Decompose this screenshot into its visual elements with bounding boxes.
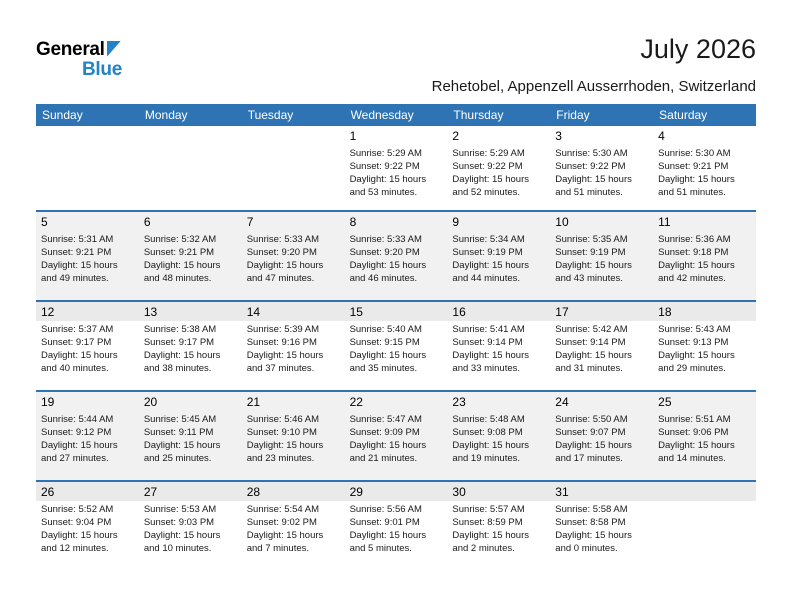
sunset-text: Sunset: 9:20 PM [349, 247, 420, 258]
day-sun-info [41, 323, 136, 375]
sunset-text: Sunset: 9:19 PM [555, 247, 626, 258]
day-sun-info [144, 323, 239, 375]
day-sun-info [41, 413, 136, 465]
sunset-text: Sunset: 9:17 PM [143, 337, 215, 348]
sunrise-text: Sunrise: 5:58 AM [555, 504, 628, 515]
day-cell-11 [653, 212, 756, 300]
day-cell-29 [345, 482, 448, 570]
sunrise-text: Sunrise: 5:48 AM [452, 414, 525, 425]
day-number: 25 [658, 395, 672, 409]
weekday-header-monday: Monday [144, 108, 188, 122]
day-cell-13 [139, 302, 242, 390]
week-row-5 [36, 480, 756, 570]
day-sun-info [350, 233, 445, 285]
week-rows-container [36, 126, 756, 570]
day-cell-15 [345, 302, 448, 390]
sunrise-text: Sunrise: 5:31 AM [41, 234, 114, 245]
sunset-text: Sunset: 9:18 PM [658, 247, 729, 258]
sunset-text: Sunset: 9:22 PM [349, 161, 420, 172]
day-cell-5 [36, 212, 139, 300]
sunrise-text: Sunrise: 5:50 AM [555, 414, 628, 425]
day-sun-info [41, 233, 136, 285]
daylight-text: Daylight: 15 hours and 17 minutes. [555, 440, 632, 464]
empty-day-cell [139, 126, 242, 210]
day-cell-12 [36, 302, 139, 390]
day-cell-22 [345, 392, 448, 480]
day-sun-info [452, 413, 547, 465]
day-cell-16 [447, 302, 550, 390]
sunrise-text: Sunrise: 5:40 AM [349, 324, 422, 335]
sunrise-text: Sunrise: 5:30 AM [555, 148, 628, 159]
daylight-text: Daylight: 15 hours and 47 minutes. [246, 260, 324, 284]
sunset-text: Sunset: 9:15 PM [349, 337, 420, 348]
logo-triangle-icon [107, 41, 121, 57]
day-number: 10 [555, 215, 569, 229]
day-cell-31 [550, 482, 653, 570]
day-number: 31 [555, 485, 569, 499]
day-sun-info [350, 503, 445, 555]
weekday-header-row [36, 104, 756, 126]
sunrise-text: Sunrise: 5:57 AM [452, 504, 525, 515]
daylight-text: Daylight: 15 hours and 51 minutes. [658, 174, 735, 198]
day-sun-info [41, 503, 136, 555]
calendar-grid [36, 104, 756, 570]
day-number: 13 [143, 305, 158, 319]
day-number: 14 [246, 305, 261, 319]
day-number: 5 [41, 215, 48, 229]
sunset-text: Sunset: 9:21 PM [143, 247, 215, 258]
empty-day-cell [653, 482, 756, 570]
daylight-text: Daylight: 15 hours and 44 minutes. [452, 260, 529, 284]
day-cell-7 [242, 212, 345, 300]
page-title: July 2026 [640, 34, 756, 64]
day-sun-info [144, 413, 239, 465]
sunset-text: Sunset: 9:03 PM [143, 517, 215, 528]
sunrise-text: Sunrise: 5:33 AM [246, 234, 320, 245]
sunset-text: Sunset: 9:02 PM [246, 517, 317, 528]
sunrise-text: Sunrise: 5:29 AM [349, 148, 422, 159]
sunset-text: Sunset: 9:08 PM [452, 427, 523, 438]
day-cell-4 [653, 126, 756, 210]
day-sun-info [452, 233, 547, 285]
sunset-text: Sunset: 9:21 PM [41, 247, 112, 258]
daylight-text: Daylight: 15 hours and 12 minutes. [41, 530, 118, 554]
weekday-header-thursday: Thursday [453, 108, 504, 122]
day-sun-info [350, 323, 445, 375]
daylight-text: Daylight: 15 hours and 0 minutes. [555, 530, 632, 554]
weekday-header-wednesday: Wednesday [350, 108, 414, 122]
day-sun-info [452, 503, 547, 555]
day-number: 18 [658, 305, 672, 319]
sunrise-text: Sunrise: 5:42 AM [555, 324, 628, 335]
daylight-text: Daylight: 15 hours and 33 minutes. [452, 350, 529, 374]
sunset-text: Sunset: 9:20 PM [246, 247, 317, 258]
sunset-text: Sunset: 9:09 PM [349, 427, 420, 438]
day-sun-info [144, 233, 239, 285]
sunrise-text: Sunrise: 5:36 AM [658, 234, 731, 245]
day-number: 21 [246, 395, 261, 409]
day-sun-info [658, 147, 753, 199]
day-cell-9 [447, 212, 550, 300]
day-number: 23 [452, 395, 466, 409]
sunset-text: Sunset: 9:19 PM [452, 247, 523, 258]
sunrise-text: Sunrise: 5:33 AM [349, 234, 422, 245]
daylight-text: Daylight: 15 hours and 43 minutes. [555, 260, 632, 284]
day-cell-30 [447, 482, 550, 570]
day-cell-10 [550, 212, 653, 300]
sunset-text: Sunset: 9:14 PM [555, 337, 626, 348]
daylight-text: Daylight: 15 hours and 53 minutes. [349, 174, 427, 198]
day-sun-info [555, 323, 650, 375]
day-number: 20 [143, 395, 158, 409]
day-number: 9 [452, 215, 460, 229]
day-number: 19 [41, 395, 55, 409]
week-row-4 [36, 390, 756, 480]
sunset-text: Sunset: 9:11 PM [143, 427, 214, 438]
sunrise-text: Sunrise: 5:52 AM [41, 504, 114, 515]
sunset-text: Sunset: 9:21 PM [658, 161, 729, 172]
day-sun-info [350, 413, 445, 465]
sunrise-text: Sunrise: 5:38 AM [143, 324, 217, 335]
day-number: 22 [349, 395, 363, 409]
week-row-3 [36, 300, 756, 390]
sunset-text: Sunset: 9:01 PM [349, 517, 420, 528]
daylight-text: Daylight: 15 hours and 52 minutes. [452, 174, 529, 198]
logo-top-row [36, 40, 122, 59]
sunset-text: Sunset: 9:06 PM [658, 427, 729, 438]
daylight-text: Daylight: 15 hours and 38 minutes. [143, 350, 221, 374]
day-sun-info [247, 323, 342, 375]
day-number: 12 [41, 305, 55, 319]
day-number: 16 [452, 305, 466, 319]
day-cell-2 [447, 126, 550, 210]
day-number: 27 [143, 485, 158, 499]
sunset-text: Sunset: 8:58 PM [555, 517, 626, 528]
location-subtitle: Rehetobel, Appenzell Ausserrhoden, Switzerland [431, 78, 756, 95]
sunrise-text: Sunrise: 5:41 AM [452, 324, 525, 335]
sunrise-text: Sunrise: 5:39 AM [246, 324, 320, 335]
day-cell-14 [242, 302, 345, 390]
day-number: 24 [555, 395, 569, 409]
day-cell-23 [447, 392, 550, 480]
day-cell-25 [653, 392, 756, 480]
general-blue-logo [36, 40, 122, 79]
daylight-text: Daylight: 15 hours and 40 minutes. [41, 350, 118, 374]
day-cell-1 [345, 126, 448, 210]
week-row-1 [36, 126, 756, 210]
day-number: 2 [452, 129, 460, 143]
day-sun-info [247, 503, 342, 555]
sunrise-text: Sunrise: 5:37 AM [41, 324, 114, 335]
sunrise-text: Sunrise: 5:43 AM [658, 324, 731, 335]
weekday-header-tuesday: Tuesday [247, 108, 294, 122]
day-cell-20 [139, 392, 242, 480]
sunset-text: Sunset: 9:16 PM [246, 337, 317, 348]
weekday-header-saturday: Saturday [659, 108, 708, 122]
day-cell-8 [345, 212, 448, 300]
sunset-text: Sunset: 9:07 PM [555, 427, 626, 438]
sunset-text: Sunset: 9:14 PM [452, 337, 523, 348]
day-number: 15 [349, 305, 363, 319]
sunset-text: Sunset: 9:22 PM [452, 161, 523, 172]
sunrise-text: Sunrise: 5:47 AM [349, 414, 422, 425]
day-cell-6 [139, 212, 242, 300]
daylight-text: Daylight: 15 hours and 7 minutes. [246, 530, 324, 554]
sunrise-text: Sunrise: 5:30 AM [658, 148, 731, 159]
day-cell-26 [36, 482, 139, 570]
sunrise-text: Sunrise: 5:45 AM [143, 414, 217, 425]
sunrise-text: Sunrise: 5:51 AM [658, 414, 731, 425]
day-cell-28 [242, 482, 345, 570]
sunrise-text: Sunrise: 5:46 AM [246, 414, 320, 425]
sunrise-text: Sunrise: 5:35 AM [555, 234, 628, 245]
day-number: 6 [143, 215, 151, 229]
daylight-text: Daylight: 15 hours and 29 minutes. [658, 350, 735, 374]
day-sun-info [658, 413, 753, 465]
day-number: 17 [555, 305, 569, 319]
sunrise-text: Sunrise: 5:44 AM [41, 414, 114, 425]
empty-day-cell [36, 126, 139, 210]
daylight-text: Daylight: 15 hours and 31 minutes. [555, 350, 632, 374]
day-cell-21 [242, 392, 345, 480]
daylight-text: Daylight: 15 hours and 25 minutes. [143, 440, 221, 464]
logo-text-general: General [36, 39, 105, 60]
sunset-text: Sunset: 9:04 PM [41, 517, 112, 528]
day-cell-19 [36, 392, 139, 480]
sunrise-text: Sunrise: 5:56 AM [349, 504, 422, 515]
sunrise-text: Sunrise: 5:53 AM [143, 504, 217, 515]
daylight-text: Daylight: 15 hours and 42 minutes. [658, 260, 735, 284]
day-cell-18 [653, 302, 756, 390]
sunset-text: Sunset: 8:59 PM [452, 517, 523, 528]
sunrise-text: Sunrise: 5:54 AM [246, 504, 320, 515]
day-sun-info [247, 233, 342, 285]
sunset-text: Sunset: 9:22 PM [555, 161, 626, 172]
daylight-text: Daylight: 15 hours and 19 minutes. [452, 440, 529, 464]
sunrise-text: Sunrise: 5:29 AM [452, 148, 525, 159]
empty-day-cell [242, 126, 345, 210]
daylight-text: Daylight: 15 hours and 5 minutes. [349, 530, 427, 554]
weekday-header-sunday: Sunday [42, 108, 83, 122]
day-cell-27 [139, 482, 242, 570]
day-number: 4 [658, 129, 665, 143]
day-number: 3 [555, 129, 562, 143]
sunset-text: Sunset: 9:12 PM [41, 427, 112, 438]
week-row-2 [36, 210, 756, 300]
weekday-header-friday: Friday [556, 108, 590, 122]
day-number: 8 [349, 215, 357, 229]
day-sun-info [658, 323, 753, 375]
sunset-text: Sunset: 9:17 PM [41, 337, 112, 348]
day-sun-info [452, 147, 547, 199]
daylight-text: Daylight: 15 hours and 14 minutes. [658, 440, 735, 464]
daylight-text: Daylight: 15 hours and 2 minutes. [452, 530, 529, 554]
day-sun-info [350, 147, 445, 199]
day-sun-info [555, 233, 650, 285]
day-number: 29 [349, 485, 363, 499]
sunrise-text: Sunrise: 5:34 AM [452, 234, 525, 245]
day-number: 28 [246, 485, 261, 499]
sunrise-text: Sunrise: 5:32 AM [143, 234, 217, 245]
daylight-text: Daylight: 15 hours and 23 minutes. [246, 440, 324, 464]
title-block [432, 34, 756, 95]
day-number: 1 [349, 129, 357, 143]
day-number: 7 [246, 215, 254, 229]
daylight-text: Daylight: 15 hours and 10 minutes. [143, 530, 221, 554]
sunset-text: Sunset: 9:10 PM [246, 427, 317, 438]
logo-text-blue: Blue [82, 59, 122, 80]
day-number: 11 [658, 215, 671, 229]
daylight-text: Daylight: 15 hours and 35 minutes. [349, 350, 427, 374]
day-sun-info [555, 413, 650, 465]
daylight-text: Daylight: 15 hours and 48 minutes. [143, 260, 221, 284]
day-sun-info [247, 413, 342, 465]
sunset-text: Sunset: 9:13 PM [658, 337, 729, 348]
day-cell-17 [550, 302, 653, 390]
day-number: 30 [452, 485, 466, 499]
daylight-text: Daylight: 15 hours and 37 minutes. [246, 350, 324, 374]
day-sun-info [452, 323, 547, 375]
day-sun-info [555, 147, 650, 199]
day-cell-24 [550, 392, 653, 480]
daylight-text: Daylight: 15 hours and 27 minutes. [41, 440, 118, 464]
day-sun-info [144, 503, 239, 555]
daylight-text: Daylight: 15 hours and 51 minutes. [555, 174, 632, 198]
day-sun-info [555, 503, 650, 555]
day-sun-info [658, 233, 753, 285]
daylight-text: Daylight: 15 hours and 46 minutes. [349, 260, 427, 284]
day-cell-3 [550, 126, 653, 210]
daylight-text: Daylight: 15 hours and 49 minutes. [41, 260, 118, 284]
daylight-text: Daylight: 15 hours and 21 minutes. [349, 440, 427, 464]
day-number: 26 [41, 485, 55, 499]
